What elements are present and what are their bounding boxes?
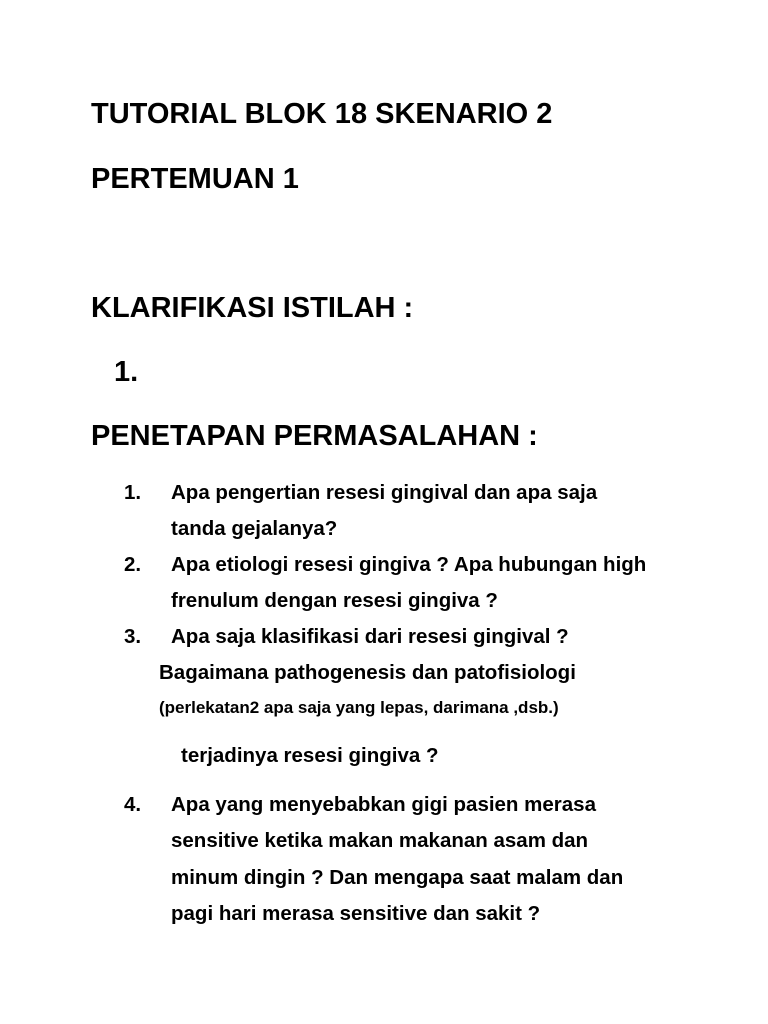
klarifikasi-heading: KLARIFIKASI ISTILAH : (91, 292, 414, 324)
penetapan-heading: PENETAPAN PERMASALAHAN : (91, 420, 538, 452)
list-item-text: Apa yang menyebabkan gigi pasien merasa (171, 793, 596, 816)
list-item-text: Apa saja klasifikasi dari resesi gingival ? (171, 625, 569, 648)
klarifikasi-item-number: 1. (114, 356, 139, 388)
list-item-text: Apa pengertian resesi gingival dan apa saja (171, 481, 598, 504)
list-item-number: 1. (124, 481, 142, 504)
list-item-number: 2. (124, 553, 142, 576)
list-item-text: terjadinya resesi gingiva ? (181, 744, 439, 767)
list-item-text: sensitive ketika makan makanan asam dan (171, 829, 589, 852)
list-item-number: 3. (124, 625, 142, 648)
list-item-number: 4. (124, 793, 142, 816)
document-title: TUTORIAL BLOK 18 SKENARIO 2 (91, 98, 553, 130)
list-item-text: pagi hari merasa sensitive dan sakit ? (171, 902, 541, 925)
list-item-note: (perlekatan2 apa saja yang lepas, darimana ,dsb.) (159, 698, 559, 717)
list-item-text: frenulum dengan resesi gingiva ? (171, 589, 498, 612)
list-item-text: minum dingin ? Dan mengapa saat malam dan (171, 866, 624, 889)
list-item-text: Apa etiologi resesi gingiva ? Apa hubungan high (171, 553, 647, 576)
meeting-subtitle: PERTEMUAN 1 (91, 163, 299, 195)
list-item-text: tanda gejalanya? (171, 517, 338, 540)
list-item-text: Bagaimana pathogenesis dan patofisiologi (159, 661, 576, 684)
